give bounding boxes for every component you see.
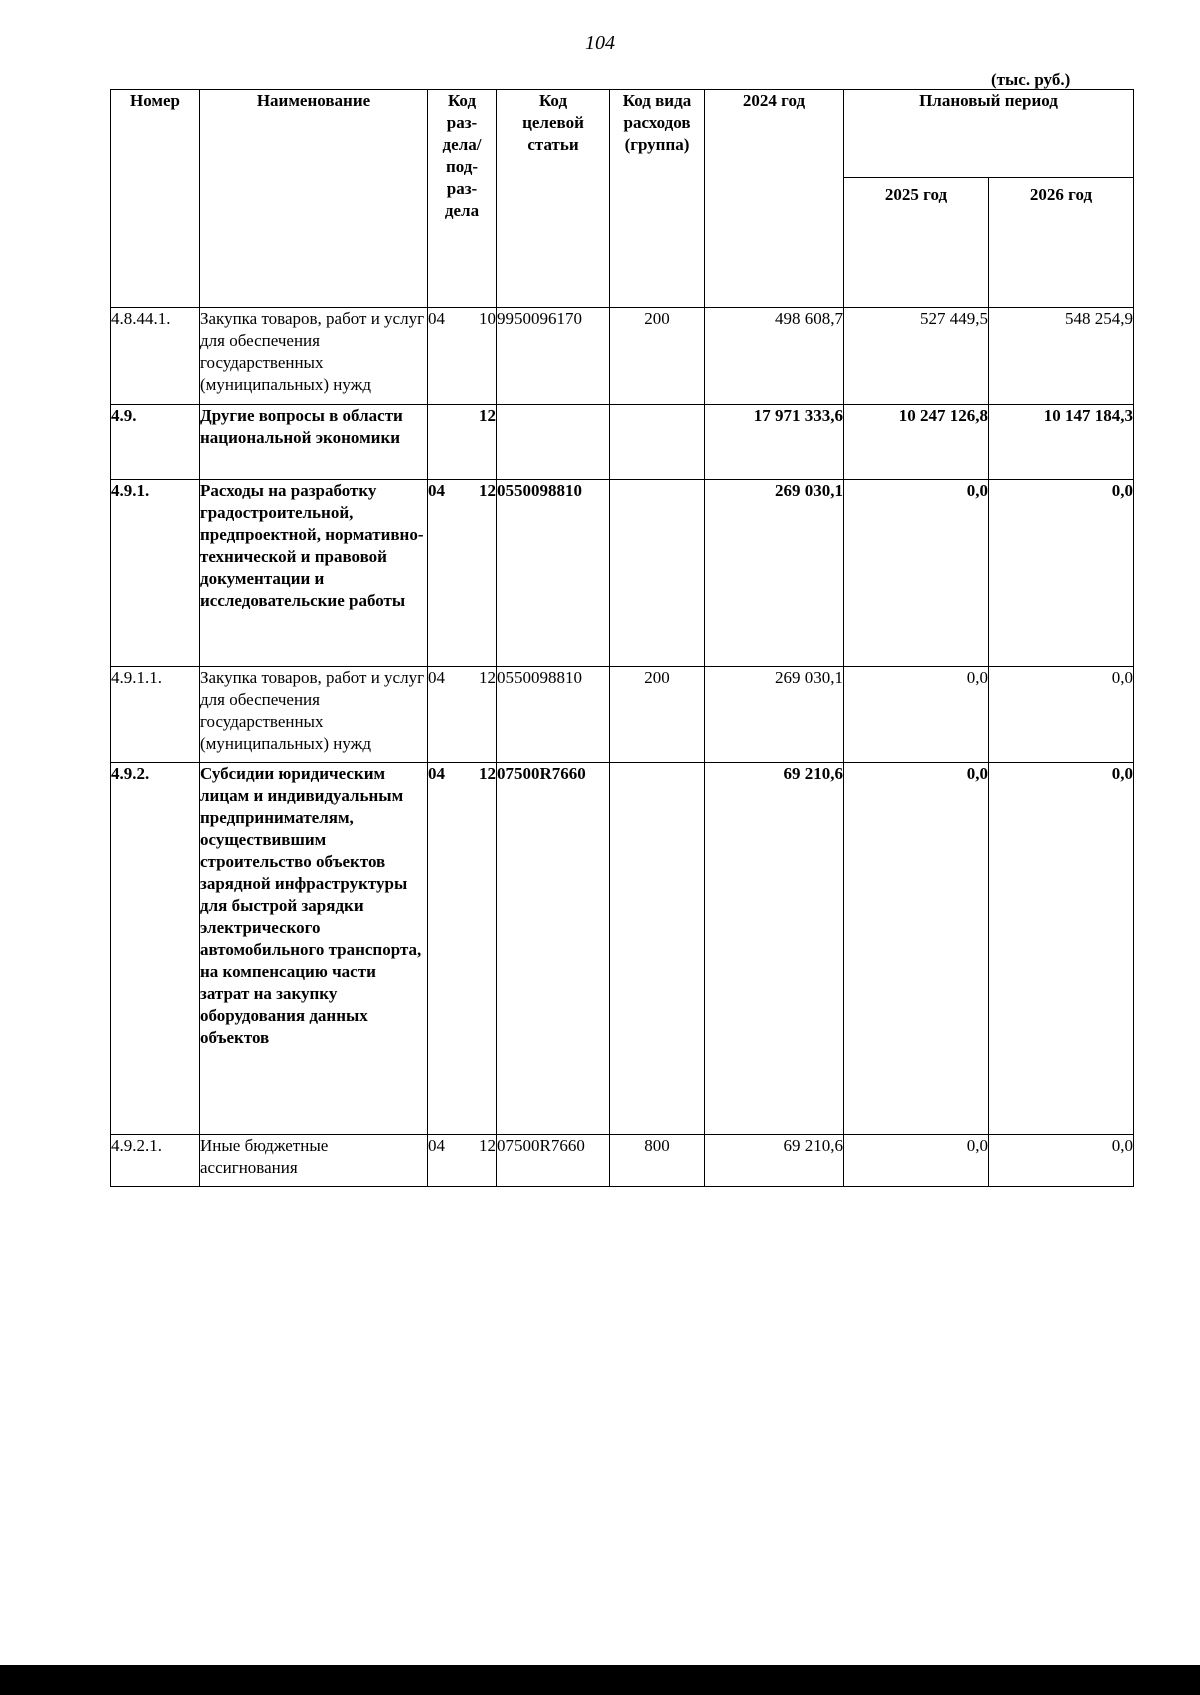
table-row: [111, 763, 1134, 1135]
row-2024: 269 030,1: [705, 667, 844, 763]
row-section: [428, 480, 497, 667]
row-section: [428, 1135, 497, 1187]
row-target-code: 07500R7660: [497, 1135, 610, 1187]
row-2025: 0,0: [844, 480, 989, 667]
row-podrazdel: 12: [479, 406, 496, 425]
row-2024: 498 608,7: [705, 308, 844, 405]
row-podrazdel: 12: [479, 668, 496, 687]
row-type-code: 800: [610, 1135, 705, 1187]
table-row: [111, 1135, 1134, 1187]
row-podrazdel: 10: [479, 309, 496, 328]
row-number: 4.9.2.1.: [111, 1135, 200, 1187]
header-2025: 2025 год: [844, 177, 989, 307]
header-kod-razdela-line: дела/: [442, 135, 482, 154]
header-kod-razdela-line: раз-: [446, 179, 478, 198]
row-2024: 17 971 333,6: [705, 405, 844, 480]
row-section: [428, 667, 497, 763]
row-section: [428, 308, 497, 405]
row-razdel: 04: [428, 668, 445, 687]
header-2024: 2024 год: [705, 90, 844, 308]
row-razdel: 04: [428, 481, 445, 500]
row-target-code: 9950096170: [497, 308, 610, 405]
header-kod-tselevoy-line: Код: [538, 91, 568, 110]
row-razdel: 04: [428, 309, 445, 328]
row-number: 4.9.1.1.: [111, 667, 200, 763]
row-2025: 527 449,5: [844, 308, 989, 405]
header-kod-razdela: [428, 90, 497, 308]
table-row: [111, 667, 1134, 763]
row-type-code: [610, 763, 705, 1135]
header-2026: 2026 год: [989, 177, 1134, 307]
row-2025: 0,0: [844, 667, 989, 763]
row-number: 4.8.44.1.: [111, 308, 200, 405]
row-2026: 0,0: [989, 1135, 1134, 1187]
header-kod-razdela-line: Код: [447, 91, 477, 110]
row-podrazdel: 12: [479, 1136, 496, 1155]
row-target-code: 07500R7660: [497, 763, 610, 1135]
header-kod-vida: [610, 90, 705, 308]
row-name: Закупка товаров, работ и услуг для обеспечения государственных (муниципальных) нужд: [200, 667, 428, 763]
scan-bottom-border: [0, 1665, 1200, 1695]
header-kod-vida-line: (группа): [624, 135, 690, 154]
row-2026: 548 254,9: [989, 308, 1134, 405]
row-name: Закупка товаров, работ и услуг для обеспечения государственных (муниципальных) нужд: [200, 308, 428, 405]
header-kod-razdela-line: дела: [444, 201, 480, 220]
row-2025: 10 247 126,8: [844, 405, 989, 480]
budget-table: [110, 89, 1134, 1187]
row-type-code: 200: [610, 667, 705, 763]
page-number: 104: [585, 32, 615, 54]
units-label: (тыс. руб.): [991, 70, 1071, 89]
row-number: 4.9.: [111, 405, 200, 480]
row-2026: 0,0: [989, 763, 1134, 1135]
header-naimenovanie: Наименование: [200, 90, 428, 308]
row-name: Субсидии юридическим лицам и индивидуальным предпринимателям, осуществившим строительство объектов зарядной инфраструктуры для быстрой зарядки электрического автомобильного транспорта, на компенсацию части затрат на закупку оборудования данных объектов: [200, 763, 428, 1135]
header-kod-tselevoy: [497, 90, 610, 308]
header-kod-vida-line: Код вида: [622, 91, 692, 110]
row-2025: 0,0: [844, 1135, 989, 1187]
row-number: 4.9.2.: [111, 763, 200, 1135]
row-type-code: [610, 405, 705, 480]
row-section: [428, 405, 497, 480]
row-target-code: [497, 405, 610, 480]
header-planned-period: Плановый период: [844, 90, 1134, 178]
header-nomer: Номер: [111, 90, 200, 308]
header-kod-razdela-line: раз-: [446, 113, 478, 132]
header-kod-vida-line: расходов: [623, 113, 691, 132]
header-kod-tselevoy-line: статьи: [527, 135, 579, 154]
row-2026: 0,0: [989, 480, 1134, 667]
table-row: [111, 308, 1134, 405]
table-row: [111, 480, 1134, 667]
row-razdel: 04: [428, 1136, 445, 1155]
row-name: Иные бюджетные ассигнования: [200, 1135, 428, 1187]
row-2026: 10 147 184,3: [989, 405, 1134, 480]
row-razdel: 04: [428, 764, 445, 783]
row-2025: 0,0: [844, 763, 989, 1135]
row-2026: 0,0: [989, 667, 1134, 763]
row-number: 4.9.1.: [111, 480, 200, 667]
header-kod-razdela-line: под-: [445, 157, 479, 176]
row-target-code: 0550098810: [497, 480, 610, 667]
row-target-code: 0550098810: [497, 667, 610, 763]
row-2024: 69 210,6: [705, 1135, 844, 1187]
row-type-code: [610, 480, 705, 667]
row-section: [428, 763, 497, 1135]
row-name: Другие вопросы в области национальной экономики: [200, 405, 428, 480]
row-type-code: 200: [610, 308, 705, 405]
row-2024: 269 030,1: [705, 480, 844, 667]
header-kod-tselevoy-line: целевой: [522, 113, 584, 132]
table-row: [111, 405, 1134, 480]
row-2024: 69 210,6: [705, 763, 844, 1135]
row-name: Расходы на разработку градостроительной, предпроектной, нормативно-технической и правовой документации и исследовательские работы: [200, 480, 428, 667]
row-podrazdel: 12: [479, 764, 496, 783]
row-podrazdel: 12: [479, 481, 496, 500]
